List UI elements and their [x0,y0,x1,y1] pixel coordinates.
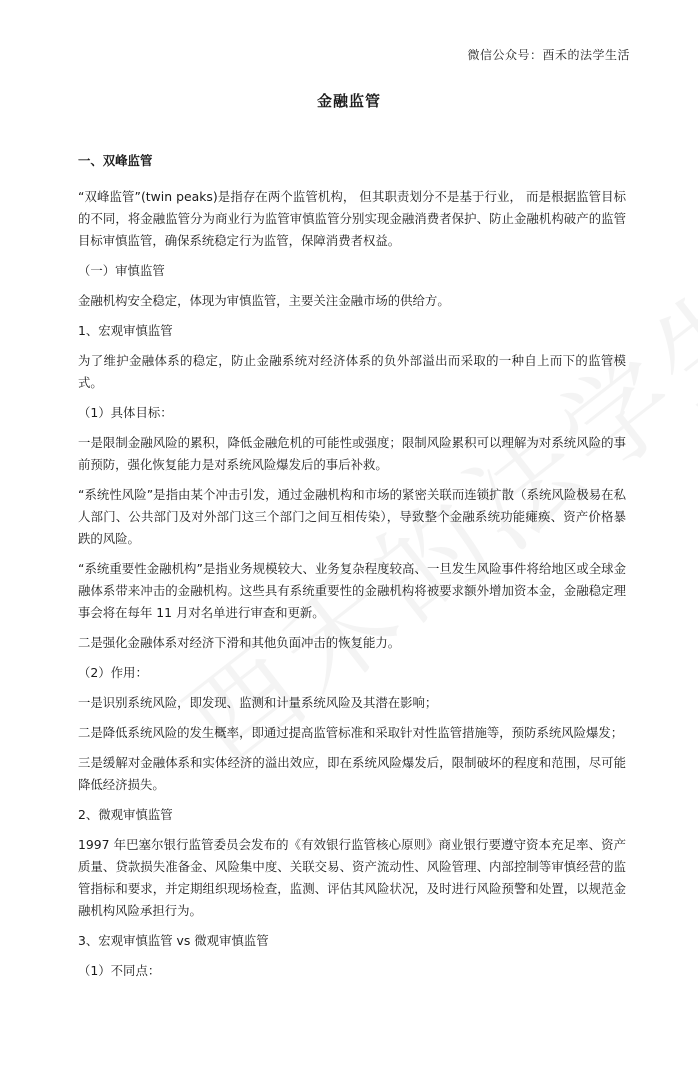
page-title: 金融监管 [316,92,381,110]
paragraph: 二是强化金融体系对经济下滑和其他负面冲击的恢复能力。 [78,635,401,650]
section-heading: 一、双峰监管 [78,153,153,168]
document-body [78,150,626,990]
paragraph: 1997 年巴塞尔银行监管委员会发布的《有效银行监管核心原则》商业银行要遵守资本充足率、资产质量、贷款损失准备金、风险集中度、关联交易、资产流动性、风险管理、内部控制等审慎经营的监管指标和要求，并定期组织现场检查，监测、评估其风险状况，及时进行风险预警和处置，以规范金融机构风险承担行为。 [78,837,626,918]
paragraph: 一是限制金融风险的累积，降低金融危机的可能性或强度；限制风险累积可以理解为对系统风险的事前预防，强化恢复能力是对系统风险爆发后的事后补救。 [78,435,626,472]
paragraph: 为了维护金融体系的稳定，防止金融系统对经济体系的负外部溢出而采取的一种自上而下的监管模式。 [78,353,626,390]
paragraph: “系统性风险”是指由某个冲击引发，通过金融机构和市场的紧密关联而连锁扩散（系统风险极易在私人部门、公共部门及对外部门这三个部门之间互相传染），导致整个金融系统功能瘫痪、资产价格暴跌的风险。 [78,487,626,546]
page-header-source: 微信公众号：酉禾的法学生活 [467,48,630,62]
paragraph: 三是缓解对金融体系和实体经济的溢出效应，即在系统风险爆发后，限制破坏的程度和范围，尽可能降低经济损失。 [78,755,626,792]
subsection-heading: （一）审慎监管 [78,263,165,278]
paragraph: 金融机构安全稳定，体现为审慎监管，主要关注金融市场的供给方。 [78,293,450,308]
subsection-heading: 1、宏观审慎监管 [78,323,173,338]
subsection-heading: （1）不同点： [78,963,161,978]
subsection-heading: 2、微观审慎监管 [78,807,173,822]
paragraph: “双峰监管”(twin peaks)是指存在两个监管机构， 但其职责划分不是基于行业， 而是根据监管目标的不同，将金融监管分为商业行为监管审慎监管分别实现金融消费者保护、防止金融机构破产的监管目标审慎监管，确保系统稳定行为监管，保障消费者权益。 [78,189,626,248]
paragraph: “系统重要性金融机构”是指业务规模较大、业务复杂程度较高、一旦发生风险事件将给地区或全球金融体系带来冲击的金融机构。这些具有系统重要性的金融机构将被要求额外增加资本金，金融稳定理事会将在每年 11 月对名单进行审查和更新。 [78,561,626,620]
paragraph: 一是识别系统风险，即发现、监测和计量系统风险及其潜在影响； [78,695,438,710]
subsection-heading: （1）具体目标： [78,405,173,420]
paragraph: 二是降低系统风险的发生概率，即通过提高监管标准和采取针对性监管措施等，预防系统风险爆发； [78,725,624,740]
subsection-heading: （2）作用： [78,665,148,680]
subsection-heading: 3、宏观审慎监管 vs 微观审慎监管 [78,933,269,948]
